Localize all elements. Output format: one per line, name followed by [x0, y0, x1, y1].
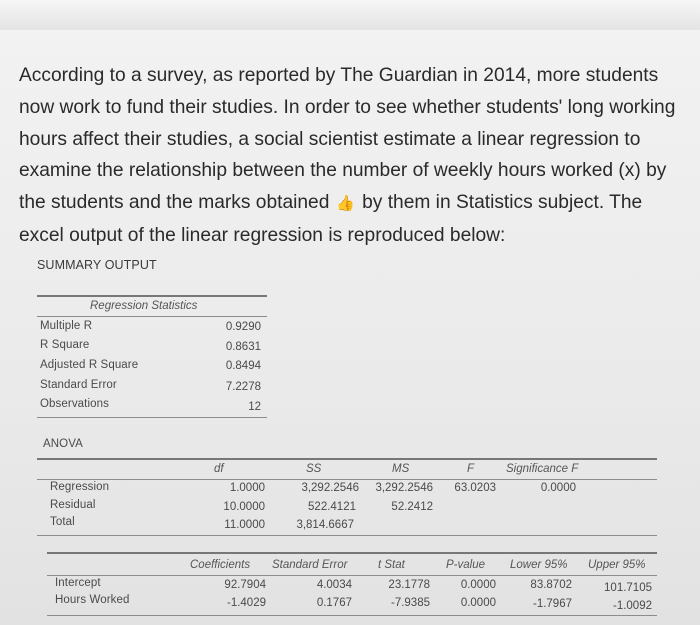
coef-standard-error: 0.1767: [316, 597, 352, 609]
coef-row-label: Hours Worked: [55, 594, 130, 606]
summary-output-title: SUMMARY OUTPUT: [37, 258, 157, 272]
coef-header-rule: [47, 575, 657, 576]
coef-row-label: Intercept: [55, 577, 101, 589]
anova-top-rule: [37, 458, 657, 460]
regstats-label: R Square: [40, 339, 90, 351]
coef-t-stat: -7.9385: [390, 597, 430, 609]
anova-header-significance-f: Significance F: [506, 463, 579, 475]
coef-coefficient: 92.7904: [224, 579, 266, 591]
coef-standard-error: 4.0034: [316, 579, 352, 591]
coef-upper-95: -1.0092: [612, 600, 652, 612]
anova-row-label: Residual: [50, 499, 96, 511]
regstats-label: Standard Error: [40, 379, 117, 391]
regstats-value: 0.8631: [225, 341, 261, 353]
anova-ms: 3,292.2546: [375, 482, 433, 494]
anova-significance-f: 0.0000: [540, 482, 576, 494]
coef-header-p-value: P-value: [446, 559, 485, 571]
anova-header-ms: MS: [392, 463, 410, 475]
regstats-top-rule: [37, 295, 267, 297]
anova-header-f: F: [467, 463, 475, 475]
anova-row-label: Regression: [50, 481, 110, 493]
regstats-value: 12: [248, 401, 261, 413]
thumbs-up-icon: 👍: [336, 195, 356, 213]
anova-ss: 3,292.2546: [301, 482, 359, 494]
anova-df: 10.0000: [223, 501, 265, 513]
regstats-label: Observations: [40, 398, 109, 410]
regstats-header-rule: [37, 316, 267, 317]
coef-lower-95: 83.8702: [530, 579, 572, 591]
coef-lower-95: -1.7967: [532, 598, 572, 610]
browser-top-strip: [0, 0, 700, 31]
question-text-part1: According to a survey, as reported by The Guardian in 2014, more students now work to fund their studies. In order to see whether students' long working hours affect their studies, a social scientist estimate a linear regression to examine the relationship between the number of weekly hours worked (x) by the students and the marks obtained: [19, 65, 676, 214]
anova-f: 63.0203: [454, 482, 496, 494]
question-text-part2: by them in Statistics subject. The excel output of the linear regression is reproduced below:: [19, 192, 643, 246]
regstats-header: Regression Statistics: [90, 300, 198, 312]
regstats-value: 0.8494: [225, 360, 261, 372]
regstats-label: Adjusted R Square: [40, 359, 139, 371]
coef-header-upper-95: Upper 95%: [588, 559, 646, 571]
coef-header-lower-95: Lower 95%: [510, 559, 568, 571]
coef-p-value: 0.0000: [460, 579, 496, 591]
regstats-value: 7.2278: [225, 381, 261, 393]
anova-ss: 3,814.6667: [296, 519, 354, 531]
anova-ms: 52.2412: [391, 501, 433, 513]
anova-bottom-rule: [37, 535, 657, 536]
coef-top-rule: [47, 552, 657, 554]
coef-t-stat: 23.1778: [388, 579, 430, 591]
anova-ss: 522.4121: [308, 501, 356, 513]
coef-upper-95: 101.7105: [604, 582, 652, 594]
question-text: [19, 60, 689, 252]
anova-header-df: df: [214, 463, 224, 475]
coef-bottom-rule: [47, 615, 657, 616]
coef-coefficient: -1.4029: [226, 597, 266, 609]
anova-df: 11.0000: [224, 519, 265, 531]
anova-title: ANOVA: [43, 438, 83, 450]
anova-df: 1.0000: [229, 482, 265, 494]
regstats-bottom-rule: [37, 417, 267, 418]
anova-header-rule: [37, 479, 657, 480]
anova-header-ss: SS: [306, 463, 322, 475]
anova-row-label: Total: [50, 516, 75, 528]
coef-header-coefficients: Coefficients: [190, 559, 251, 571]
regstats-label: Multiple R: [40, 320, 93, 332]
coef-header-standard-error: Standard Error: [272, 559, 348, 571]
regstats-value: 0.9290: [225, 321, 261, 333]
coef-p-value: 0.0000: [460, 597, 496, 609]
coef-header-t-stat: t Stat: [378, 559, 405, 571]
